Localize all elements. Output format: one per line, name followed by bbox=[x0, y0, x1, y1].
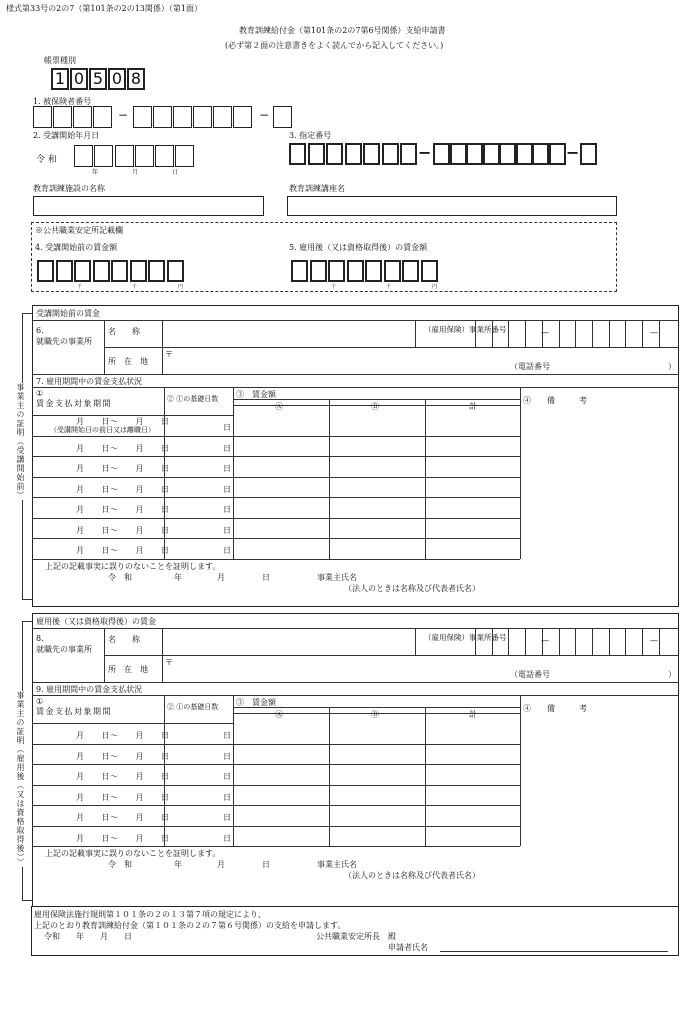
first-row-note: （受講開始日の前日又は離職日） bbox=[50, 426, 155, 434]
rule bbox=[32, 695, 679, 696]
days-cell[interactable]: 日 bbox=[223, 731, 231, 740]
designated-digit-box[interactable] bbox=[483, 143, 500, 165]
thousand-mark: 千 bbox=[132, 284, 138, 290]
application-line1: 雇用保険法施行規則第１０１条の２の１３第７項の規定により、 bbox=[34, 910, 266, 919]
digit-box[interactable] bbox=[53, 106, 72, 128]
rule bbox=[32, 387, 679, 388]
col-remarks-header: ④ 備 考 bbox=[523, 396, 587, 405]
form-type-digit: 0 bbox=[70, 68, 88, 90]
rule bbox=[32, 559, 520, 560]
rule bbox=[32, 785, 520, 786]
thousand-mark: 千 bbox=[77, 284, 83, 290]
ins-digit-divider bbox=[475, 628, 476, 655]
days-cell[interactable]: 日 bbox=[223, 546, 231, 555]
wage-digit-box[interactable] bbox=[291, 260, 308, 282]
rule bbox=[415, 628, 416, 655]
days-cell[interactable]: 日 bbox=[223, 751, 231, 761]
ins-digit-divider bbox=[609, 320, 610, 347]
row-number: 8. bbox=[36, 634, 44, 643]
facility-name-input[interactable] bbox=[33, 196, 264, 216]
ins-digit-divider bbox=[492, 628, 493, 655]
office-addressee: 公共職業安定所長 殿 bbox=[316, 932, 396, 941]
address-label: 所 在 地 bbox=[108, 665, 148, 674]
rule bbox=[233, 387, 234, 559]
period-cell[interactable]: 月 日～ 月 日 bbox=[76, 833, 170, 843]
side-bracket-top bbox=[22, 313, 32, 314]
rule bbox=[162, 628, 163, 682]
form-type-label: 帳票種別 bbox=[44, 56, 76, 65]
col-a-header: Ⓐ bbox=[275, 710, 283, 719]
period-cell[interactable]: 月 日～ 月 日 bbox=[76, 525, 170, 535]
certify-month: 月 bbox=[217, 572, 225, 582]
separator-dash: — bbox=[650, 328, 658, 337]
wage-digit-box[interactable] bbox=[384, 260, 401, 282]
separator-dash: − bbox=[118, 108, 129, 122]
digit-box[interactable] bbox=[273, 106, 292, 128]
application-line2: 上記のとおり教育訓練給付金（第１０１条の２の７第６号関係）の支給を申請します。 bbox=[34, 921, 346, 930]
designated-digit-box[interactable] bbox=[400, 143, 417, 165]
rule bbox=[104, 655, 679, 656]
ins-digit-divider bbox=[575, 628, 576, 655]
owner-note: （法人のときは名称及び代表者氏名） bbox=[344, 871, 480, 880]
digit-box[interactable] bbox=[213, 106, 232, 128]
period-cell[interactable]: 月 日～ 月 日 bbox=[76, 505, 170, 514]
form-type-digit: 0 bbox=[108, 68, 126, 90]
certify-month: 月 bbox=[217, 860, 225, 869]
date-digit-box[interactable] bbox=[74, 145, 93, 167]
designated-digit-box[interactable] bbox=[532, 143, 549, 165]
wage-title: 9. 雇用期間中の賃金支払状況 bbox=[36, 685, 143, 694]
ins-digit-divider bbox=[659, 320, 660, 347]
col-days-header: ② ①の基礎日数 bbox=[167, 395, 219, 403]
rule bbox=[32, 826, 520, 827]
designated-digit-box[interactable] bbox=[516, 143, 533, 165]
rule bbox=[233, 405, 520, 406]
rule bbox=[32, 723, 233, 724]
col-wage-header: ③ 賃金額 bbox=[236, 698, 276, 707]
days-cell[interactable]: 日 bbox=[223, 505, 231, 514]
digit-box[interactable] bbox=[133, 106, 152, 128]
ins-digit-divider bbox=[508, 628, 509, 655]
ins-digit-divider bbox=[642, 320, 643, 347]
rule bbox=[32, 682, 679, 683]
date-unit: 日 bbox=[172, 169, 179, 176]
period-cell[interactable]: 月 日～ 月 日 bbox=[76, 792, 170, 802]
wage-digit-box[interactable] bbox=[421, 260, 438, 282]
insurance-number-label: （雇用保険）事業所番号 bbox=[424, 633, 507, 642]
section-header: 受講開始前の賃金 bbox=[36, 309, 100, 318]
separator-dash: — bbox=[541, 636, 549, 645]
postal-mark: 〒 bbox=[165, 658, 173, 667]
wage-digit-box[interactable] bbox=[93, 260, 110, 282]
rule bbox=[233, 695, 234, 846]
section-header: 雇用後（又は資格取得後）の賃金 bbox=[36, 617, 156, 626]
col-total-header: 計 bbox=[469, 710, 477, 719]
rule bbox=[32, 436, 520, 437]
wage-digit-box[interactable] bbox=[365, 260, 382, 282]
rule bbox=[32, 538, 520, 539]
certify-day: 日 bbox=[262, 860, 270, 869]
separator-dash: — bbox=[541, 328, 549, 337]
certify-text: 上記の記載事実に誤りのないことを証明します。 bbox=[45, 561, 221, 571]
period-cell[interactable]: 月 日～ 月 日 bbox=[76, 484, 170, 494]
rule bbox=[415, 320, 416, 347]
phone-label: （電話番号 bbox=[510, 362, 550, 371]
course-name-label: 教育訓練講座名 bbox=[289, 184, 345, 193]
designated-digit-box[interactable] bbox=[289, 143, 306, 165]
days-cell[interactable]: 日 bbox=[223, 443, 231, 453]
form-number: 様式第33号の2の7（第101条の2の13関係）（第1面） bbox=[6, 4, 202, 13]
col-a-header: Ⓐ bbox=[275, 402, 283, 411]
wage-digit-box[interactable] bbox=[402, 260, 419, 282]
ins-digit-divider bbox=[625, 320, 626, 347]
wage-digit-box[interactable] bbox=[310, 260, 327, 282]
days-cell[interactable]: 日 bbox=[223, 525, 231, 535]
insured-number-label: 1. 被保険者番号 bbox=[33, 97, 92, 106]
rule bbox=[32, 518, 520, 519]
certify-era: 令 和 bbox=[108, 572, 132, 582]
period-cell[interactable]: 月 日～ 月 日 bbox=[76, 813, 170, 822]
rule bbox=[520, 695, 521, 846]
name-label: 名 称 bbox=[108, 635, 140, 644]
period-cell[interactable]: 月 日～ 月 日 bbox=[76, 443, 170, 453]
rule bbox=[32, 744, 520, 745]
rule bbox=[425, 399, 426, 559]
side-bracket-top bbox=[22, 621, 32, 622]
rule bbox=[104, 347, 679, 348]
col1-num: ① bbox=[36, 697, 44, 706]
name-label: 名 称 bbox=[108, 327, 140, 336]
rule bbox=[233, 399, 520, 400]
applicant-name-line[interactable] bbox=[440, 951, 668, 952]
date-digit-box[interactable] bbox=[115, 145, 134, 167]
facility-name-label: 教育訓練施設の名称 bbox=[33, 184, 105, 193]
phone-close: ） bbox=[668, 670, 676, 679]
separator-dash: − bbox=[259, 108, 270, 122]
owner-label: 事業主氏名 bbox=[317, 860, 357, 869]
start-date-era: 令 和 bbox=[36, 155, 57, 165]
rule bbox=[32, 456, 520, 457]
thousand-mark: 千 bbox=[386, 284, 392, 290]
digit-box[interactable] bbox=[153, 106, 172, 128]
employer-label: 就職先の事業所 bbox=[36, 645, 92, 654]
ins-digit-divider bbox=[575, 320, 576, 347]
applicant-name-label: 申請者氏名 bbox=[388, 943, 428, 952]
designated-digit-box[interactable] bbox=[363, 143, 380, 165]
address-label: 所 在 地 bbox=[108, 357, 148, 366]
wage-digit-box[interactable] bbox=[130, 260, 147, 282]
period-cell[interactable]: 月 日～ 月 日 bbox=[76, 464, 170, 473]
yen-mark: 円 bbox=[432, 284, 438, 290]
ins-digit-divider bbox=[559, 628, 560, 655]
date-unit: 年 bbox=[92, 169, 99, 176]
date-digit-box[interactable] bbox=[175, 145, 194, 167]
designated-digit-box[interactable] bbox=[308, 143, 325, 165]
days-cell[interactable]: 日 bbox=[223, 772, 231, 781]
post-wage-label: 5. 雇用後（又は資格取得後）の賃金額 bbox=[289, 243, 428, 252]
designated-digit-box[interactable] bbox=[345, 143, 362, 165]
wage-digit-box[interactable] bbox=[347, 260, 364, 282]
ins-digit-divider bbox=[525, 320, 526, 347]
wage-digit-box[interactable] bbox=[37, 260, 54, 282]
ins-digit-divider bbox=[592, 628, 593, 655]
form-type-digit: 1 bbox=[51, 68, 69, 90]
pre-wage-label: 4. 受講開始前の賃金額 bbox=[35, 243, 118, 252]
ins-digit-divider bbox=[609, 628, 610, 655]
designated-digit-box[interactable] bbox=[382, 143, 399, 165]
designated-digit-box[interactable] bbox=[326, 143, 343, 165]
col-remarks-header: ④ 備 考 bbox=[523, 704, 587, 713]
days-cell[interactable]: 日 bbox=[223, 833, 231, 843]
rule bbox=[162, 320, 163, 374]
col-period-header: 賃金支払対象期間 bbox=[36, 707, 112, 716]
certify-day: 日 bbox=[262, 572, 270, 582]
form-type-digit: 8 bbox=[127, 68, 145, 90]
digit-box[interactable] bbox=[193, 106, 212, 128]
period-cell[interactable]: 月 日～ 月 日 bbox=[76, 772, 170, 781]
days-cell[interactable]: 日 bbox=[223, 464, 231, 473]
ins-digit-divider bbox=[492, 320, 493, 347]
date-digit-box[interactable] bbox=[94, 145, 113, 167]
phone-close: ） bbox=[668, 362, 676, 371]
side-label: 事業主の証明（受講開始前） bbox=[16, 383, 25, 500]
col-b-header: Ⓑ bbox=[371, 710, 379, 719]
period-cell[interactable]: 月 日～ 月 日 bbox=[76, 546, 170, 555]
designated-digit-box[interactable] bbox=[549, 143, 566, 165]
rule bbox=[329, 399, 330, 559]
designated-number-label: 3. 指定番号 bbox=[289, 131, 332, 140]
ins-digit-divider bbox=[592, 320, 593, 347]
certify-text: 上記の記載事実に誤りのないことを証明します。 bbox=[45, 849, 221, 858]
row-number: 6. bbox=[36, 326, 44, 335]
side-bracket-bottom bbox=[22, 599, 32, 600]
rule bbox=[32, 628, 679, 629]
digit-box[interactable] bbox=[233, 106, 252, 128]
wage-digit-box[interactable] bbox=[56, 260, 73, 282]
ins-digit-divider bbox=[625, 628, 626, 655]
separator-dash: − bbox=[566, 143, 580, 162]
digit-box[interactable] bbox=[173, 106, 192, 128]
owner-note: （法人のときは名称及び代表者氏名） bbox=[344, 583, 480, 593]
yen-mark: 円 bbox=[178, 284, 184, 290]
col-days-header: ② ①の基礎日数 bbox=[167, 703, 219, 711]
rule bbox=[32, 477, 520, 478]
digit-box[interactable] bbox=[33, 106, 52, 128]
rule bbox=[32, 805, 520, 806]
pesa-note: ※公共職業安定所記載欄 bbox=[35, 226, 123, 235]
postal-mark: 〒 bbox=[165, 350, 173, 359]
period-cell[interactable]: 月 日～ 月 日 bbox=[76, 417, 170, 426]
ins-digit-divider bbox=[508, 320, 509, 347]
side-bracket-bottom bbox=[22, 900, 32, 901]
rule bbox=[233, 713, 520, 714]
employer-label: 就職先の事業所 bbox=[36, 337, 92, 346]
rule bbox=[32, 497, 520, 498]
days-cell[interactable]: 日 bbox=[223, 813, 231, 822]
ins-digit-divider bbox=[559, 320, 560, 347]
designated-digit-box[interactable] bbox=[499, 143, 516, 165]
col1-num: ① bbox=[36, 389, 44, 398]
ins-digit-divider bbox=[525, 628, 526, 655]
days-cell[interactable]: 日 bbox=[223, 792, 231, 802]
separator-dash: — bbox=[650, 636, 658, 645]
rule bbox=[32, 846, 520, 847]
course-name-input[interactable] bbox=[287, 196, 617, 216]
designated-digit-box[interactable] bbox=[450, 143, 467, 165]
designated-digit-box[interactable] bbox=[466, 143, 483, 165]
rule bbox=[104, 320, 105, 374]
certify-year: 年 bbox=[174, 860, 182, 869]
ins-digit-divider bbox=[659, 628, 660, 655]
separator-dash: − bbox=[418, 143, 432, 162]
digit-box[interactable] bbox=[93, 106, 112, 128]
form-note: (必ず第２面の注意書きをよく読んでから記入してください。) bbox=[225, 41, 444, 50]
wage-digit-box[interactable] bbox=[328, 260, 345, 282]
certify-era: 令 和 bbox=[108, 860, 132, 869]
col-period-header: 賃金支払対象期間 bbox=[36, 399, 112, 408]
date-digit-box[interactable] bbox=[155, 145, 174, 167]
wage-title: 7. 雇用期間中の賃金支払状況 bbox=[36, 377, 143, 386]
insurance-number-label: （雇用保険）事業所番号 bbox=[424, 325, 507, 334]
wage-digit-box[interactable] bbox=[111, 260, 128, 282]
wage-digit-box[interactable] bbox=[167, 260, 184, 282]
application-date: 令和 年 月 日 bbox=[44, 932, 132, 941]
wage-digit-box[interactable] bbox=[148, 260, 165, 282]
period-cell[interactable]: 月 日～ 月 日 bbox=[76, 751, 170, 761]
start-date-label: 2. 受講開始年月日 bbox=[33, 131, 100, 140]
days-cell[interactable]: 日 bbox=[223, 423, 231, 432]
side-label: 事業主の証明（雇用後（又は資格取得後）） bbox=[16, 691, 25, 867]
ins-digit-divider bbox=[475, 320, 476, 347]
ins-digit-divider bbox=[642, 628, 643, 655]
owner-label: 事業主氏名 bbox=[317, 572, 357, 582]
phone-label: （電話番号 bbox=[510, 670, 550, 679]
rule bbox=[32, 374, 679, 375]
rule bbox=[104, 628, 105, 682]
designated-digit-box[interactable] bbox=[580, 143, 597, 165]
certify-year: 年 bbox=[174, 572, 182, 582]
date-digit-box[interactable] bbox=[135, 145, 154, 167]
wage-digit-box[interactable] bbox=[74, 260, 91, 282]
thousand-mark: 千 bbox=[331, 284, 337, 290]
col-wage-header: ③ 賃金額 bbox=[236, 390, 276, 399]
rule bbox=[233, 707, 520, 708]
days-cell[interactable]: 日 bbox=[223, 484, 231, 494]
rule bbox=[520, 387, 521, 559]
rule bbox=[32, 764, 520, 765]
form-type-digit: 5 bbox=[89, 68, 107, 90]
form-title: 教育訓練給付金（第101条の2の7第6号関係）支給申請書 bbox=[239, 26, 446, 35]
designated-digit-box[interactable] bbox=[433, 143, 450, 165]
col-total-header: 計 bbox=[469, 402, 477, 411]
col-b-header: Ⓑ bbox=[371, 402, 379, 411]
rule bbox=[32, 320, 679, 321]
date-unit: 月 bbox=[132, 169, 139, 176]
digit-box[interactable] bbox=[73, 106, 92, 128]
period-cell[interactable]: 月 日～ 月 日 bbox=[76, 731, 170, 740]
